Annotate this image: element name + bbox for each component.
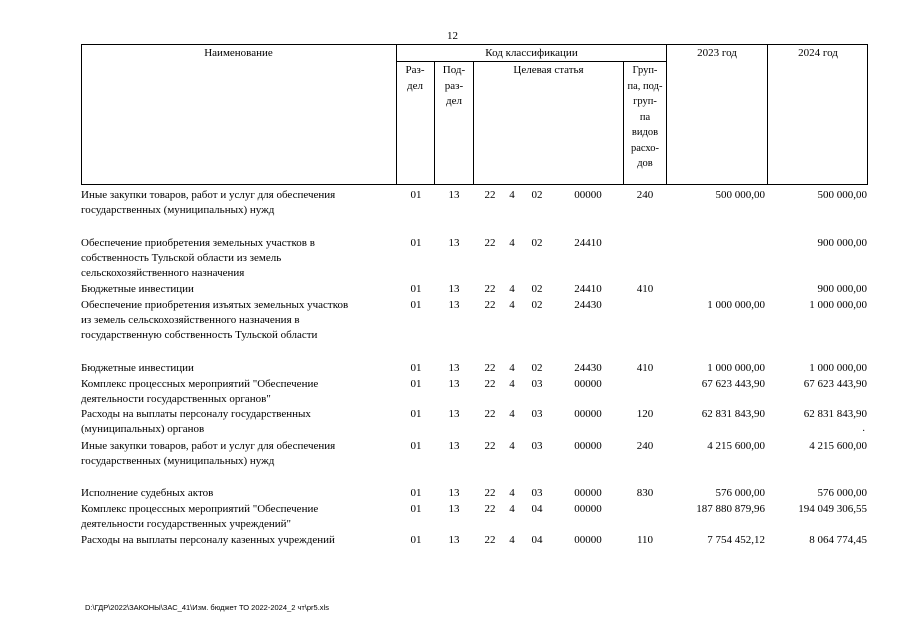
row-podrazdel: 13: [448, 299, 460, 311]
row-target-program: 22: [484, 237, 496, 249]
row-razdel: 01: [410, 408, 422, 420]
row-amount-2024: 67 623 443,90: [803, 378, 867, 390]
row-target-code: 24410: [574, 283, 602, 295]
row-target-sub: 02: [531, 299, 543, 311]
row-amount-2024: 62 831 843,90: [803, 408, 867, 420]
row-amount-2023: 7 754 452,12: [707, 534, 765, 546]
row-target-type: 4: [509, 237, 515, 249]
row-target-program: 22: [484, 362, 496, 374]
row-amount-2024: 576 000,00: [817, 487, 867, 499]
header-rule: [767, 45, 768, 185]
row-target-program: 22: [484, 503, 496, 515]
stray-mark: ·: [862, 426, 866, 437]
row-target-type: 4: [509, 487, 515, 499]
row-target-sub: 03: [531, 378, 543, 390]
row-name: [81, 282, 381, 297]
row-name-line: государственных (муниципальных) нужд: [81, 455, 275, 467]
row-amount-2023: 62 831 843,90: [701, 408, 765, 420]
row-target-code: 24430: [574, 299, 602, 311]
row-target-sub: 04: [531, 503, 543, 515]
row-target-code: 00000: [574, 189, 602, 201]
row-amount-2024: 1 000 000,00: [809, 299, 867, 311]
row-target-type: 4: [509, 503, 515, 515]
row-target-program: 22: [484, 534, 496, 546]
row-podrazdel: 13: [448, 487, 460, 499]
row-podrazdel: 13: [448, 440, 460, 452]
row-razdel: 01: [410, 283, 422, 295]
row-target-type: 4: [509, 299, 515, 311]
table-header: [81, 44, 868, 185]
row-target-program: 22: [484, 408, 496, 420]
row-amount-2023: 500 000,00: [715, 189, 765, 201]
row-amount-2024: 194 049 306,55: [798, 503, 867, 515]
row-amount-2023: 1 000 000,00: [707, 362, 765, 374]
row-target-sub: 03: [531, 440, 543, 452]
row-target-type: 4: [509, 283, 515, 295]
row-name-line: Бюджетные инвестиции: [81, 283, 194, 295]
row-target-sub: 03: [531, 487, 543, 499]
row-target-sub: 02: [531, 189, 543, 201]
row-name: [81, 377, 381, 407]
file-path-footer: D:\ГДР\2022\ЗАКОНЫ\ЗАС_41\Изм. бюджет ТО 2022-2024_2 чт\pr5.xls: [85, 603, 329, 612]
row-target-sub: 03: [531, 408, 543, 420]
header-target: Целевая статья: [513, 64, 584, 76]
row-amount-2024: 900 000,00: [817, 237, 867, 249]
row-target-program: 22: [484, 299, 496, 311]
row-target-type: 4: [509, 534, 515, 546]
header-bottom-rule: [81, 184, 868, 185]
row-name-line: сельскохозяйственного назначения: [81, 267, 245, 279]
row-target-sub: 02: [531, 237, 543, 249]
row-name-line: государственную собственность Тульской области: [81, 329, 318, 341]
row-podrazdel: 13: [448, 189, 460, 201]
row-group: 240: [636, 440, 654, 452]
header-rule: [867, 45, 868, 185]
row-name-line: Расходы на выплаты персоналу государственных: [81, 408, 311, 420]
row-group: 240: [636, 189, 654, 201]
header-group: Груп- па, под- груп- па видов расхо- дов: [627, 65, 663, 169]
row-target-sub: 02: [531, 283, 543, 295]
row-name-line: (муниципальных) органов: [81, 423, 205, 435]
row-razdel: 01: [410, 189, 422, 201]
row-razdel: 01: [410, 440, 422, 452]
row-name-line: деятельности государственных органов": [81, 393, 271, 405]
row-name: [81, 361, 381, 376]
row-podrazdel: 13: [448, 378, 460, 390]
row-target-code: 24430: [574, 362, 602, 374]
row-target-code: 00000: [574, 378, 602, 390]
row-razdel: 01: [410, 503, 422, 515]
row-name: [81, 486, 381, 501]
row-name-line: Иные закупки товаров, работ и услуг для обеспечения: [81, 440, 336, 452]
row-name-line: Обеспечение приобретения земельных участков в: [81, 237, 315, 249]
row-target-type: 4: [509, 440, 515, 452]
row-name: [81, 407, 381, 437]
row-name-line: Расходы на выплаты персоналу казенных учреждений: [81, 534, 335, 546]
row-amount-2023: 4 215 600,00: [707, 440, 765, 452]
row-podrazdel: 13: [448, 237, 460, 249]
row-amount-2024: 1 000 000,00: [809, 362, 867, 374]
row-target-type: 4: [509, 189, 515, 201]
row-target-type: 4: [509, 378, 515, 390]
row-name: [81, 236, 381, 281]
row-name-line: Иные закупки товаров, работ и услуг для обеспечения: [81, 189, 336, 201]
row-target-code: 00000: [574, 503, 602, 515]
row-target-code: 00000: [574, 408, 602, 420]
row-name: [81, 439, 381, 469]
row-podrazdel: 13: [448, 503, 460, 515]
row-amount-2023: 187 880 879,96: [696, 503, 765, 515]
row-target-program: 22: [484, 440, 496, 452]
row-podrazdel: 13: [448, 534, 460, 546]
row-name-line: государственных (муниципальных) нужд: [81, 204, 275, 216]
row-name: [81, 533, 381, 548]
row-razdel: 01: [410, 237, 422, 249]
row-razdel: 01: [410, 362, 422, 374]
row-name: [81, 298, 381, 343]
row-name-line: деятельности государственных учреждений": [81, 518, 292, 530]
row-podrazdel: 13: [448, 408, 460, 420]
row-amount-2024: 500 000,00: [817, 189, 867, 201]
header-name: Наименование: [204, 47, 273, 59]
page-number: 12: [447, 30, 458, 42]
row-target-sub: 04: [531, 534, 543, 546]
row-group: 410: [636, 362, 654, 374]
row-razdel: 01: [410, 534, 422, 546]
row-target-program: 22: [484, 189, 496, 201]
row-group: 830: [636, 487, 654, 499]
row-razdel: 01: [410, 487, 422, 499]
header-2023: 2023 год: [697, 47, 737, 59]
row-amount-2023: 576 000,00: [715, 487, 765, 499]
row-group: 120: [636, 408, 654, 420]
row-group: 110: [636, 534, 654, 546]
header-rule: [81, 45, 82, 185]
row-name-line: Исполнение судебных актов: [81, 487, 214, 499]
row-amount-2024: 4 215 600,00: [809, 440, 867, 452]
row-target-code: 00000: [574, 440, 602, 452]
header-rule: [666, 45, 667, 185]
header-razdel: Раз- дел: [405, 64, 425, 92]
row-razdel: 01: [410, 378, 422, 390]
header-podrazdel: Под- раз- дел: [442, 64, 466, 107]
row-name-line: Обеспечение приобретения изъятых земельных участков: [81, 299, 349, 311]
row-target-code: 00000: [574, 534, 602, 546]
header-code-group: Код классификации: [485, 47, 578, 59]
header-2024: 2024 год: [798, 47, 838, 59]
row-target-sub: 02: [531, 362, 543, 374]
row-name-line: собственность Тульской области из земель: [81, 252, 282, 264]
row-name-line: из земель сельскохозяйственного назначения в: [81, 314, 300, 326]
row-podrazdel: 13: [448, 283, 460, 295]
row-name-line: Комплекс процессных мероприятий "Обеспечение: [81, 503, 319, 515]
row-target-code: 24410: [574, 237, 602, 249]
row-amount-2023: 67 623 443,90: [701, 378, 765, 390]
row-name-line: Бюджетные инвестиции: [81, 362, 194, 374]
row-amount-2023: 1 000 000,00: [707, 299, 765, 311]
row-name: [81, 502, 381, 532]
header-rule: [473, 61, 474, 185]
row-target-program: 22: [484, 283, 496, 295]
row-amount-2024: 900 000,00: [817, 283, 867, 295]
row-target-type: 4: [509, 408, 515, 420]
row-group: 410: [636, 283, 654, 295]
row-target-type: 4: [509, 362, 515, 374]
row-amount-2024: 8 064 774,45: [809, 534, 867, 546]
row-name: [81, 188, 381, 218]
row-target-program: 22: [484, 487, 496, 499]
row-name-line: Комплекс процессных мероприятий "Обеспечение: [81, 378, 319, 390]
row-target-program: 22: [484, 378, 496, 390]
row-target-code: 00000: [574, 487, 602, 499]
row-razdel: 01: [410, 299, 422, 311]
row-podrazdel: 13: [448, 362, 460, 374]
